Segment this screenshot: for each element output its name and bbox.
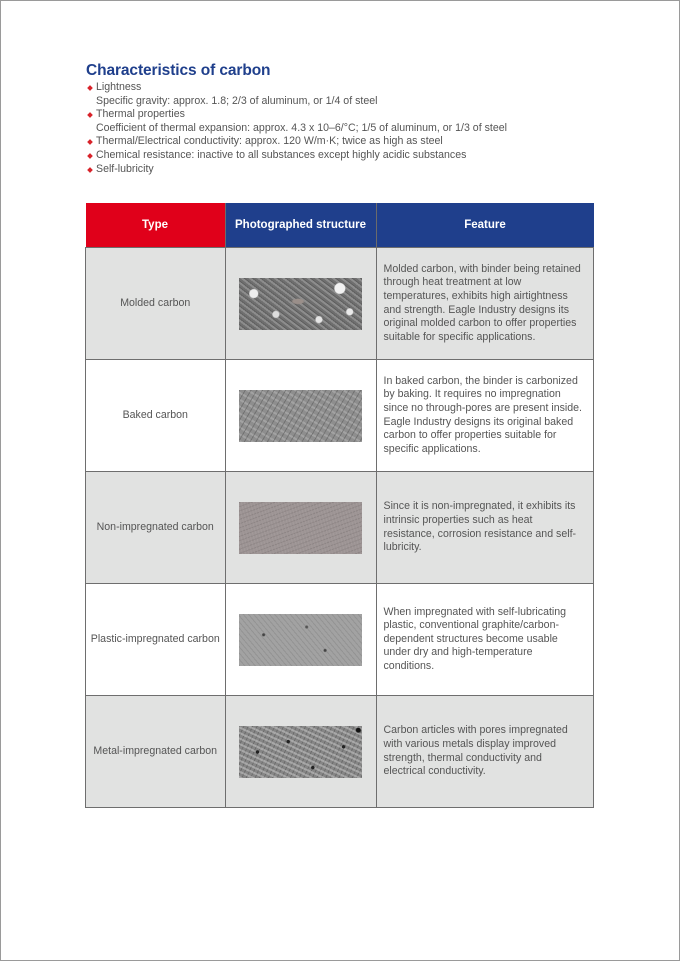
characteristic-label: Thermal/Electrical conductivity: approx. 120 W/m·K; twice as high as steel	[96, 135, 443, 148]
metal-impregnated-carbon-micrograph-image	[239, 726, 362, 778]
photo-cell	[225, 360, 376, 472]
table-row	[86, 696, 594, 808]
characteristic-item-thermal	[87, 108, 507, 122]
plastic-impregnated-carbon-micrograph-image	[239, 614, 362, 666]
characteristic-item-lubricity	[87, 163, 507, 177]
feature-cell: Since it is non-impregnated, it exhibits its intrinsic properties such as heat resistance, corrosion resistance and self-lubricity.	[376, 472, 594, 584]
diamond-bullet-icon	[87, 112, 93, 118]
photo-cell	[225, 584, 376, 696]
feature-cell: When impregnated with self-lubricating plastic, conventional graphite/carbon-dependent structures become usable under dry and high-temperature conditions.	[376, 584, 594, 696]
diamond-bullet-icon	[87, 167, 93, 173]
header-type: Type	[86, 203, 226, 248]
diamond-bullet-icon	[87, 140, 93, 146]
characteristic-detail: Specific gravity: approx. 1.8; 2/3 of aluminum, or 1/4 of steel	[96, 94, 378, 107]
type-cell: Baked carbon	[86, 360, 226, 472]
type-cell: Plastic-impregnated carbon	[86, 584, 226, 696]
header-photographed-structure: Photographed structure	[225, 203, 376, 248]
characteristic-label: Chemical resistance: inactive to all substances except highly acidic substances	[96, 148, 467, 161]
table-header-row	[86, 203, 594, 248]
type-cell: Non-impregnated carbon	[86, 472, 226, 584]
molded-carbon-micrograph-image	[239, 278, 362, 330]
diamond-bullet-icon	[87, 85, 93, 91]
non-impregnated-carbon-micrograph-image	[239, 502, 362, 554]
page-heading: Characteristics of carbon	[86, 62, 271, 79]
characteristic-label: Self-lubricity	[96, 162, 154, 175]
table-row	[86, 360, 594, 472]
header-feature: Feature	[376, 203, 594, 248]
photo-cell	[225, 696, 376, 808]
photo-cell	[225, 248, 376, 360]
table-row	[86, 472, 594, 584]
characteristic-item-lightness	[87, 81, 507, 95]
table-row	[86, 248, 594, 360]
carbon-types-table	[85, 203, 594, 808]
characteristic-detail: Coefficient of thermal expansion: approx. 4.3 x 10–6/°C; 1/5 of aluminum, or 1/3 of steel	[96, 121, 507, 134]
diamond-bullet-icon	[87, 153, 93, 159]
characteristic-item-chemical	[87, 149, 507, 163]
feature-cell: Carbon articles with pores impregnated with various metals display improved strength, thermal conductivity and electrical conductivity.	[376, 696, 594, 808]
type-cell: Metal-impregnated carbon	[86, 696, 226, 808]
feature-cell: Molded carbon, with binder being retained through heat treatment at low temperatures, exhibits high airtightness and strength. Eagle Industry designs its original molded carbon to offer properties suitable for specific applications.	[376, 248, 594, 360]
photo-cell	[225, 472, 376, 584]
baked-carbon-micrograph-image	[239, 390, 362, 442]
characteristic-label: Lightness	[96, 81, 142, 93]
characteristic-item-conductivity	[87, 135, 507, 149]
characteristics-list	[87, 81, 507, 176]
characteristic-label: Thermal properties	[96, 108, 185, 121]
feature-cell: In baked carbon, the binder is carbonized by baking. It requires no impregnation since no through-pores are present inside. Eagle Industry designs its original baked carbon to offer properties suitable for specific applications.	[376, 360, 594, 472]
table-row	[86, 584, 594, 696]
type-cell: Molded carbon	[86, 248, 226, 360]
